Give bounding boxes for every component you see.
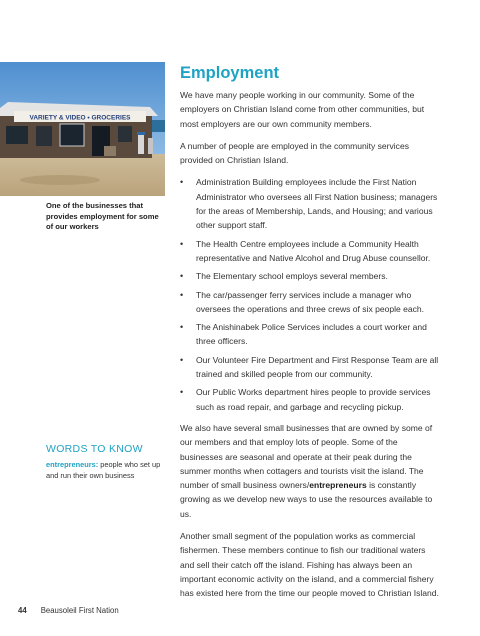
small-business-paragraph: We also have several small businesses that are owned by some of our members and that employ lots of people. Some of the businesses are seasonal and operate at their peak during the summer months when cottagers and tourists visit the island. The number of small business owners/entrepreneurs is constantly growing as we develop new ways to use the resources available to us. [180, 422, 433, 519]
words-to-know-title: WORDS TO KNOW [46, 443, 143, 455]
list-item: • The Elementary school employs several members. [180, 269, 442, 283]
store-sign: VARIETY & VIDEO • GROCERIES [29, 114, 131, 122]
lead-paragraph: A number of people are employed in the community services provided on Christian Island. [180, 140, 409, 166]
bullet-icon: • [180, 354, 184, 365]
bullet-icon: • [180, 177, 184, 188]
list-item: • The Health Centre employees include a Community Health representative and Native Alcohol and Drug Abuse counsellor. [180, 238, 431, 263]
list-item: • Administration Building employees include the First Nation Administrator who oversees all First Nation business; managers for the areas of Membership, Lands, and Housing; and various other support staff. [180, 177, 438, 231]
list-item: • Our Public Works department hires people to provide services such as road repair, and garbage and recycling pickup. [180, 387, 431, 412]
bullet-icon: • [180, 387, 184, 398]
definition [46, 460, 164, 481]
list-item: • Our Volunteer Fire Department and First Response Team are all trained and skilled people from our community. [180, 354, 439, 380]
page-footer [18, 606, 119, 615]
services-list [180, 175, 442, 413]
list-item: • The car/passenger ferry services include a manager who oversees the operations and three crews of six people each. [180, 289, 425, 314]
page-number: 44 [18, 606, 27, 615]
store-photo [0, 62, 165, 196]
intro-paragraph: We have many people working in our community. Some of the employers on Christian Island come from other communities, but most employers are our own community members. [180, 90, 425, 129]
bullet-icon: • [180, 271, 184, 282]
page-title: Employment [180, 64, 280, 82]
list-item: • The Anishinabek Police Services includes a court worker and three officers. [180, 322, 427, 347]
definition-term: entrepreneurs: [46, 460, 99, 469]
main-column [180, 63, 442, 609]
photo-caption: One of the businesses that provides employment for some of our workers [46, 201, 159, 232]
fishing-paragraph: Another small segment of the population works as commercial fishermen. These members continue to fish our traditional waters and sell their catch off the island. Fishing has always been an important economic activity on the island, and a commercial fishery has existed here from the time our people moved to Christian Island. [180, 531, 439, 599]
words-to-know-box [46, 443, 164, 481]
bullet-icon: • [180, 238, 184, 249]
publication-name: Beausoleil First Nation [40, 606, 119, 615]
definition-text: people who set up and run their own business [46, 460, 161, 480]
bullet-icon: • [180, 322, 184, 333]
entrepreneurs-term: entrepreneurs [309, 480, 367, 491]
bullet-icon: • [180, 289, 184, 300]
